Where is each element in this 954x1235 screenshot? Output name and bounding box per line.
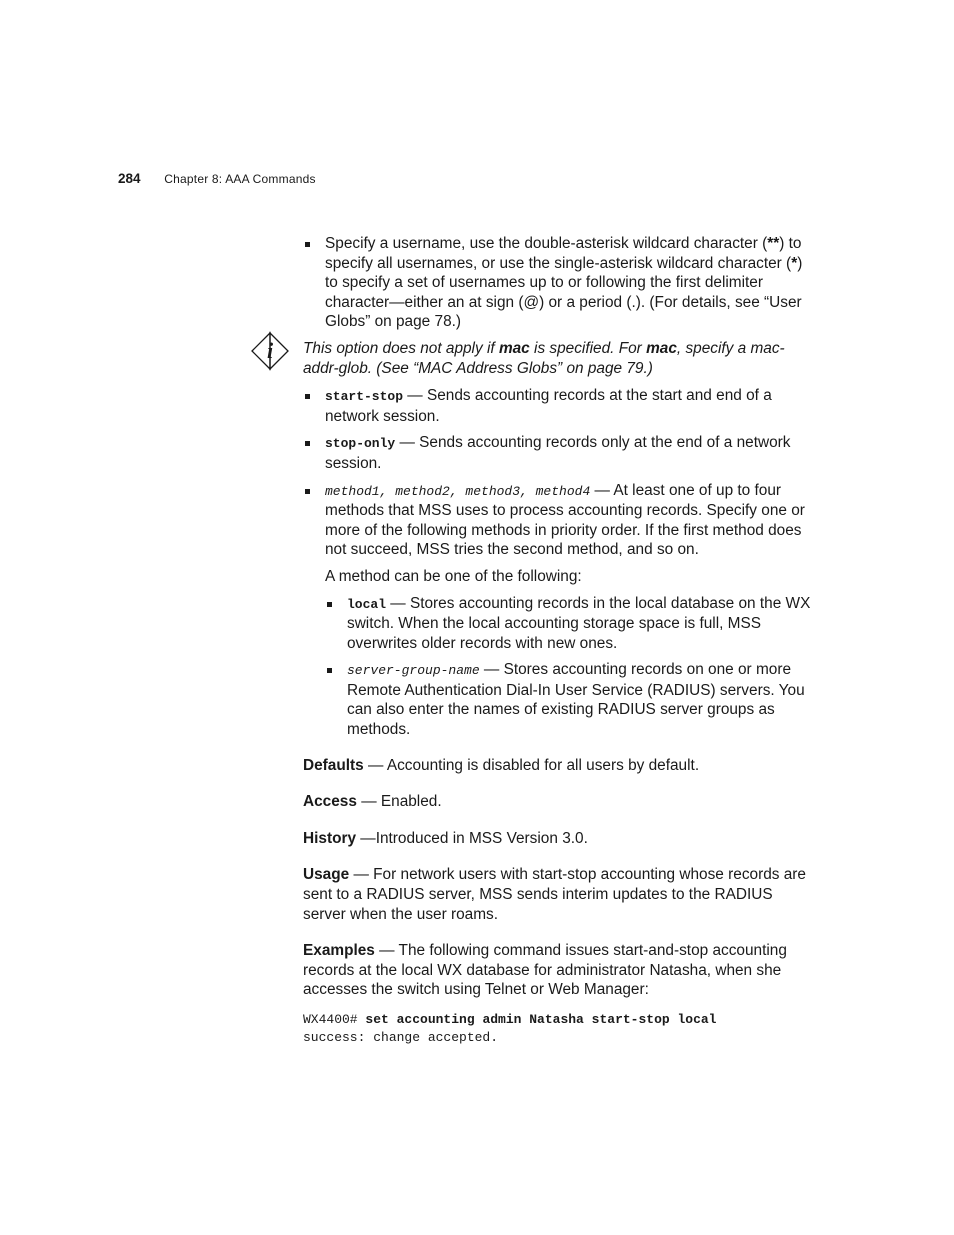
defaults-section <box>303 756 815 776</box>
bullet-square <box>327 668 332 673</box>
bullet-username <box>303 234 815 332</box>
text: — The following command issues start-and-stop accounting records at the local WX database for administrator Natasha, when she accesses the switch using Telnet or Web Manager: <box>303 942 787 999</box>
cli-command: set accounting admin Natasha start-stop local <box>365 1012 717 1027</box>
text: — For network users with start-stop accounting whose records are sent to a RADIUS server, MSS sends interim updates to the RADIUS server when the user roams. <box>303 866 806 923</box>
text: — Stores accounting records on one or more Remote Authentication Dial-In User Service (RADIUS) servers. You can also enter the names of existing RADIUS server groups as methods. <box>347 661 805 739</box>
wildcard-double: ** <box>767 235 780 252</box>
code-variable: method1, method2, method3, method4 <box>325 483 591 499</box>
section-label: Defaults <box>303 756 364 774</box>
text: — At least one of up to four methods that MSS uses to process accounting records. Specify one or more of the following methods in priority order. If the first method does not succeed, MSS tries the second method, and so on. <box>325 481 805 559</box>
bullet-methods <box>303 481 815 560</box>
code-keyword: stop-only <box>325 436 396 452</box>
text: — Accounting is disabled for all users by default. <box>363 756 700 774</box>
info-icon <box>250 331 290 371</box>
info-note <box>266 337 815 378</box>
history-section <box>303 829 815 849</box>
bullet-square <box>305 489 310 494</box>
cli-prompt: WX4400# <box>303 1012 366 1027</box>
text: is specified. For <box>529 339 647 357</box>
section-label: History <box>303 829 357 847</box>
main-content <box>266 234 815 1047</box>
page-header <box>118 171 316 186</box>
text: —Introduced in MSS Version 3.0. <box>356 829 588 847</box>
code-keyword: start-stop <box>325 389 404 405</box>
wildcard-single: * <box>791 254 798 272</box>
bullet-square <box>305 441 310 446</box>
section-label: Usage <box>303 866 350 884</box>
usage-section <box>303 865 815 924</box>
chapter-title: Chapter 8: AAA Commands <box>164 172 316 186</box>
bullet-square <box>327 602 332 607</box>
cli-example <box>303 1011 815 1047</box>
text: This option does not apply if <box>303 339 499 357</box>
code-variable: server-group-name <box>347 663 480 679</box>
cli-command-line <box>303 1011 815 1029</box>
text: Specify a username, use the double-asterisk wildcard character ( <box>325 235 768 252</box>
text: — Sends accounting records only at the end of a network session. <box>325 434 791 472</box>
keyword: mac <box>498 339 530 357</box>
method-intro: A method can be one of the following: <box>325 567 582 585</box>
text: — Enabled. <box>356 793 442 811</box>
bullet-stop-only <box>303 433 815 473</box>
code-keyword: local <box>347 596 387 612</box>
text: , specify a mac-addr-glob. (See “MAC Address Globs” on page 79.) <box>303 339 785 377</box>
text: — Sends accounting records at the start and end of a network session. <box>325 387 772 425</box>
bullet-square <box>305 242 310 247</box>
section-label: Access <box>303 793 357 811</box>
bullet-server-group <box>325 660 815 739</box>
section-label: Examples <box>303 942 375 960</box>
page-number: 284 <box>118 171 141 186</box>
text: ) to specify a set of usernames up to or following the first delimiter character—either an at sign (@) or a period (.). (For details, see “User Globs” on page 78.) <box>325 254 803 331</box>
bullet-square <box>305 394 310 399</box>
keyword: mac <box>646 339 677 357</box>
text: ) to specify all usernames, or use the single-asterisk wildcard character ( <box>325 235 802 272</box>
bullet-local <box>325 594 815 654</box>
cli-output: success: change accepted. <box>303 1030 499 1045</box>
access-section <box>303 792 815 812</box>
bullet-start-stop <box>303 386 815 426</box>
examples-section <box>303 941 815 1000</box>
text: — Stores accounting records in the local database on the WX switch. When the local accounting storage space is full, MSS overwrites older records with new ones. <box>347 594 811 652</box>
svg-text:i: i <box>266 337 274 363</box>
